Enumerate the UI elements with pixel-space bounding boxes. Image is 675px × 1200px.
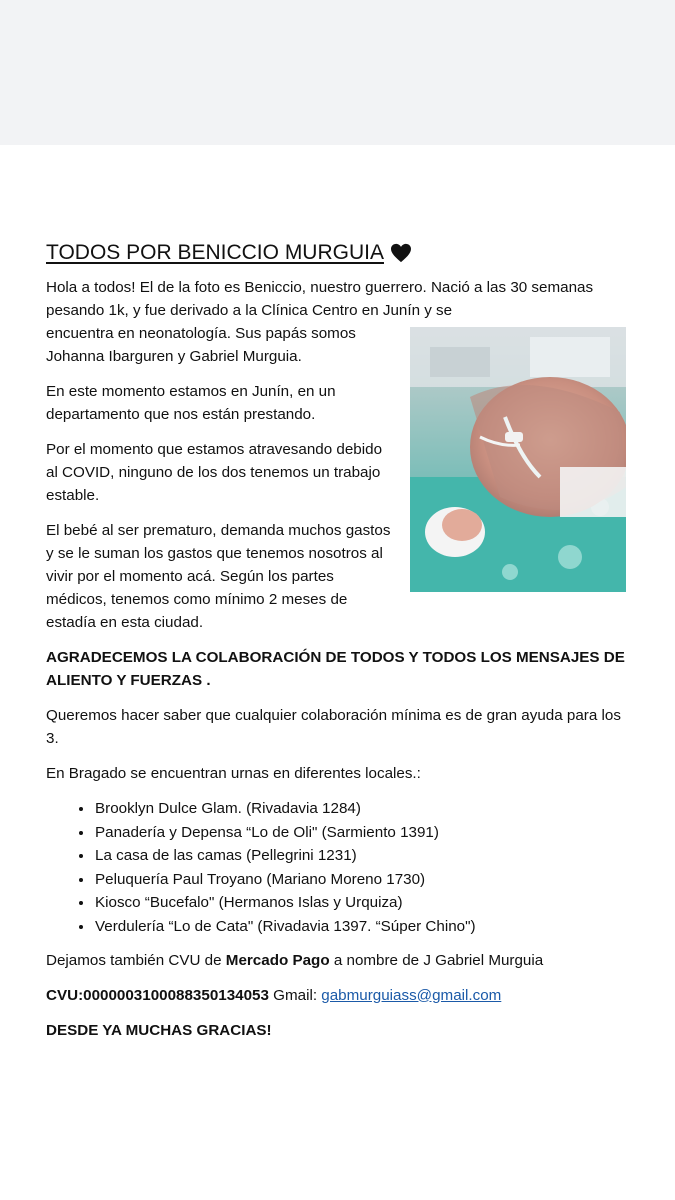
document <box>46 240 636 1054</box>
paragraph-location: En este momento estamos en Junín, en un departamento que nos están prestando. <box>46 383 336 423</box>
locations-list <box>46 797 636 939</box>
intro-b-text: encuentra en neonatología. Sus papás somos Johanna Ibarguren y Gabriel Murguia. <box>46 325 356 365</box>
thanks-heading: AGRADECEMOS LA COLABORACIÓN DE TODOS Y TODOS LOS MENSAJES DE ALIENTO Y FUERZAS . <box>46 649 625 689</box>
paragraph-covid: Por el momento que estamos atravesando debido al COVID, ninguno de los dos tenemos un trabajo estable. <box>46 441 383 504</box>
paragraph-expenses: El bebé al ser prematuro, demanda muchos gastos y se le suman los gastos que tenemos nosotros al vivir por el momento acá. Según los partes médicos, tenemos como mínimo 2 meses de estadía en esta ciudad. <box>46 522 391 631</box>
photo-drawing <box>410 327 626 592</box>
email-link[interactable]: gabmurguiass@gmail.com <box>321 986 502 1004</box>
paragraph-urns: En Bragado se encuentran urnas en diferentes locales.: <box>46 765 421 782</box>
cvu-number: CVU:0000003100088350134053 <box>46 986 269 1004</box>
heart-icon <box>390 243 412 263</box>
intro-a-text: Hola a todos! El de la foto es Beniccio, nuestro guerrero. Nació a las 30 semanas pesando 1k, y fue derivado a la Clínica Centro en Junín y se <box>46 279 594 319</box>
closing-text: DESDE YA MUCHAS GRACIAS! <box>46 1021 272 1039</box>
list-item: • Panadería y Depensa “Lo de Oli" (Sarmiento 1391) <box>94 821 636 845</box>
list-item: • La casa de las camas (Pellegrini 1231) <box>94 844 636 868</box>
list-item: • Verdulería “Lo de Cata" (Rivadavia 1397. “Súper Chino") <box>94 915 636 939</box>
title-text: TODOS POR BENICCIO MURGUIA <box>46 241 384 264</box>
cvu-line-bold: Mercado Pago <box>225 951 330 969</box>
cvu-line-pre: Dejamos también CVU de <box>46 951 226 969</box>
list-item: • Peluquería Paul Troyano (Mariano Moreno 1730) <box>94 868 636 892</box>
baby-photo <box>410 327 626 592</box>
list-item: • Brooklyn Dulce Glam. (Rivadavia 1284) <box>94 797 636 821</box>
paragraph-help: Queremos hacer saber que cualquier colaboración mínima es de gran ayuda para los 3. <box>46 707 621 747</box>
list-item: • Kiosco “Bucefalo" (Hermanos Islas y Urquiza) <box>94 891 636 915</box>
cvu-email-paragraph <box>46 984 636 1007</box>
cvu-paragraph <box>46 949 636 972</box>
top-band <box>0 0 675 145</box>
gmail-label: Gmail: <box>268 986 322 1004</box>
page-title <box>46 240 636 266</box>
intro-paragraph-a <box>46 276 636 322</box>
cvu-line-post: a nombre de J Gabriel Murguia <box>329 951 544 969</box>
